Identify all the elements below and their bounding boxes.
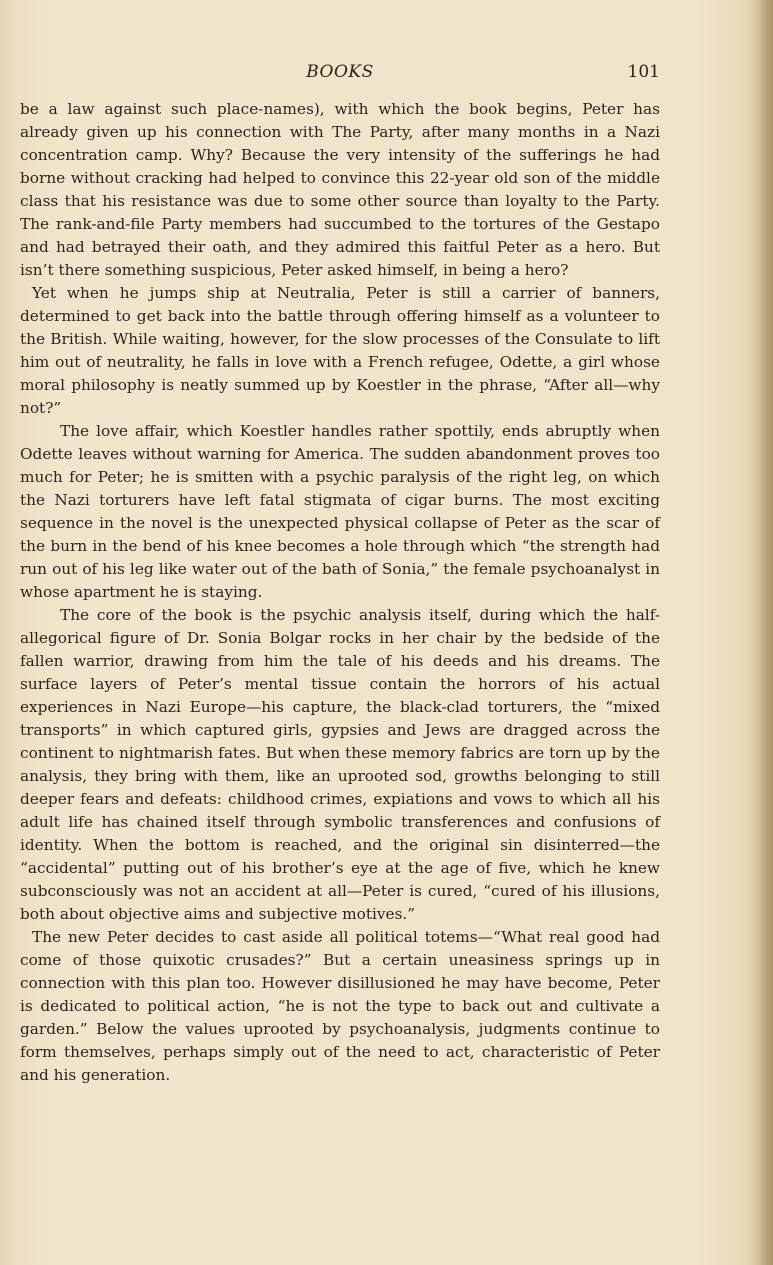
paragraph: be a law against such place-names), with which the book begins, Peter has already given up his connection with The Party, after many months in a Nazi concentration camp. Why? Because the very intensity of the sufferings he had borne without cracking had helped to convince this 22-year old son of the middle class that his resistance was due to some other source than loyalty to the Party. The rank-and-file Party members had succumbed to the tortures of the Gestapo and had betrayed their oath, and they admired this faitful Peter as a hero. But isn’t there something suspicious, Peter asked himself, in being a hero? [20, 100, 660, 279]
running-title: BOOKS [306, 62, 374, 82]
paragraph: Yet when he jumps ship at Neutralia, Peter is still a carrier of banners, determined to get back into the battle through offering himself as a volunteer to the British. While waiting, however, for the slow processes of the Consulate to lift him out of neutrality, he falls in love with a French refugee, Odette, a girl whose moral philosophy is neatly summed up by Koestler in the phrase, “After all—why not?” [20, 284, 660, 417]
body-text [20, 98, 660, 1087]
paragraph: The love affair, which Koestler handles rather spottily, ends abruptly when Odette leaves without warning for America. The sudden abandonment proves too much for Peter; he is smitten with a psychic paralysis of the right leg, on which the Nazi torturers have left fatal stigmata of cigar burns. The most exciting sequence in the novel is the unexpected physical collapse of Peter as the scar of the burn in the bend of his knee becomes a hole through which “the strength had run out of his leg like water out of the bath of Sonia,” the female psychoanalyst in whose apartment he is staying. [20, 422, 660, 601]
paragraph: The core of the book is the psychic analysis itself, during which the half-allegorical figure of Dr. Sonia Bolgar rocks in her chair by the bedside of the fallen warrior, drawing from him the tale of his deeds and his dreams. The surface layers of Peter’s mental tissue contain the horrors of his actual experiences in Nazi Europe—his capture, the black-clad torturers, the “mixed transports” in which captured girls, gypsies and Jews are dragged across the continent to nightmarish fates. But when these memory fabrics are torn up by the analysis, they bring with them, like an uprooted sod, growths belonging to still deeper fears and defeats: childhood crimes, expiations and vows to which all his adult life has chained itself through symbolic transferences and confusions of identity. When the bottom is reached, and the original sin disinterred—the “accidental” putting out of his brother’s eye at the age of five, which he knew subconsciously was not an accident at all—Peter is cured, “cured of his illusions, both about objective aims and subjective motives.” [20, 606, 660, 923]
paragraph: The new Peter decides to cast aside all political totems—“What real good had come of those quixotic crusades?” But a certain uneasiness springs up in connection with this plan too. However disillusioned he may have become, Peter is dedicated to political action, “he is not the type to back out and cultivate a garden.” Below the values uprooted by psychoanalysis, judgments continue to form themselves, perhaps simply out of the need to act, characteristic of Peter and his generation. [20, 928, 660, 1084]
running-head [20, 62, 660, 88]
page-number: 101 [627, 62, 660, 82]
